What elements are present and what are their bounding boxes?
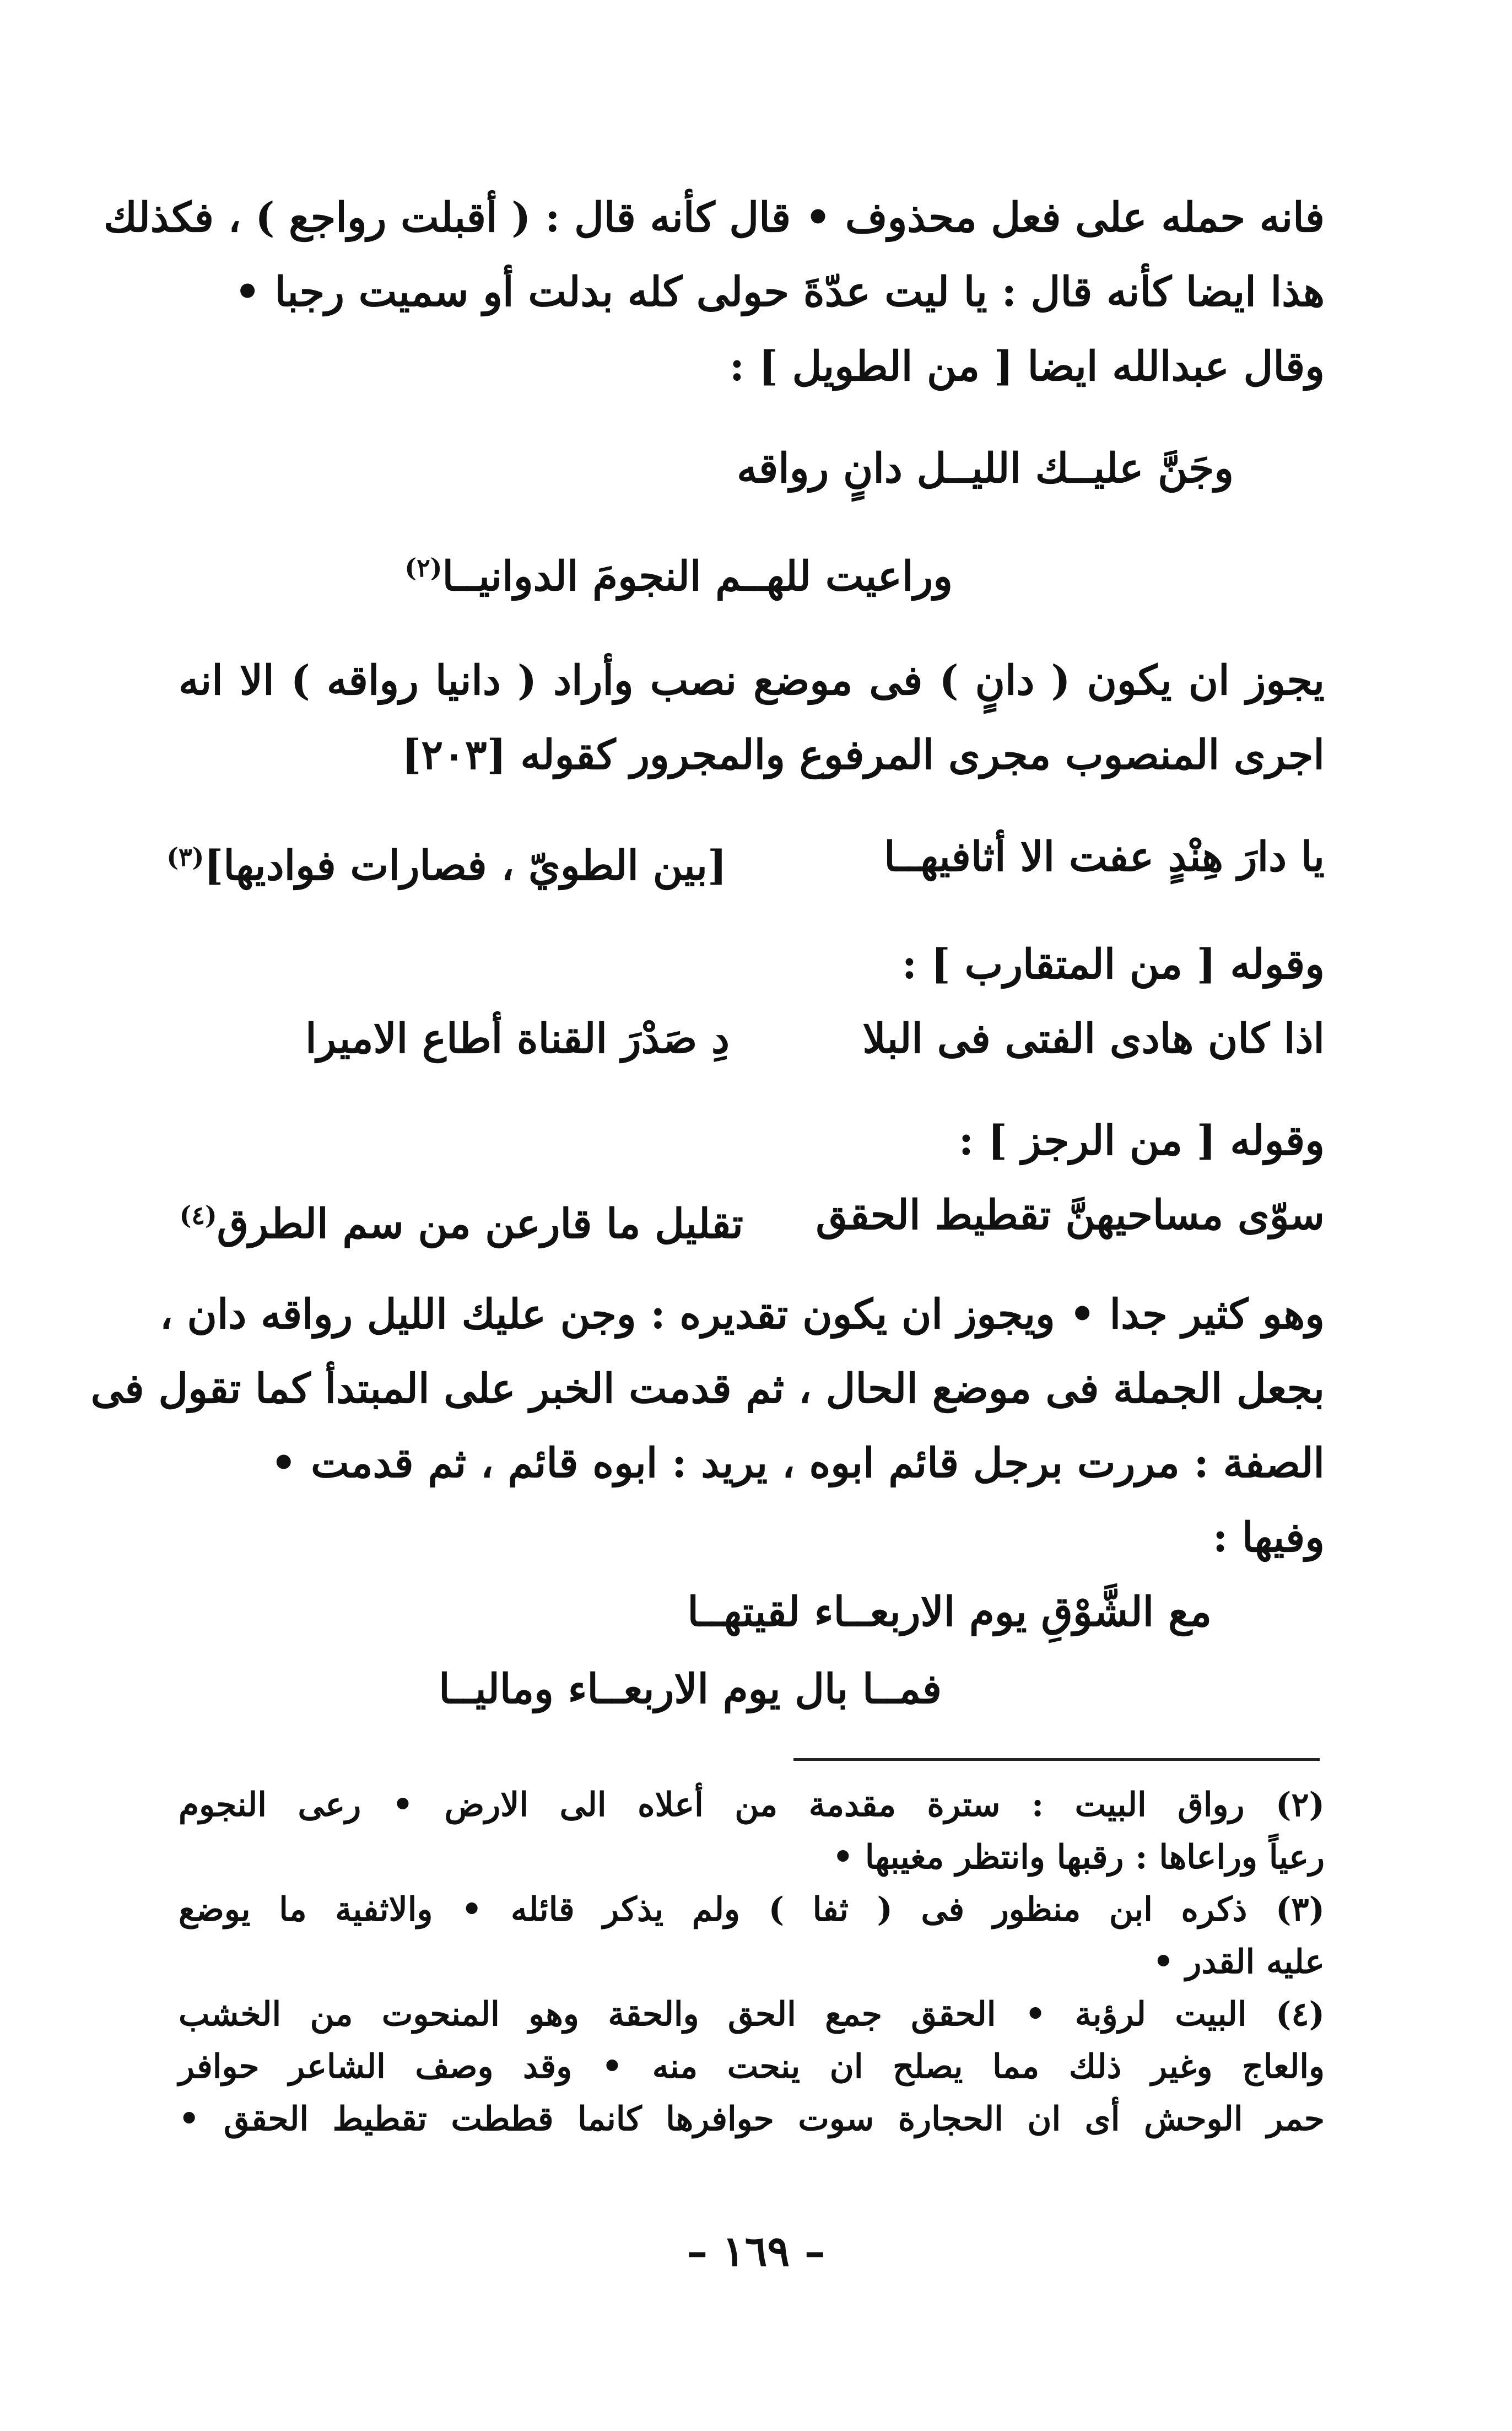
body-line: وفيها : [1212,1514,1325,1561]
verse-hemistich [404,537,953,607]
verse-text: تقليل ما قارعن من سم الطرق [217,1200,743,1248]
footnote-line: رعياً وراعاها : رقبها وانتظر مغيبها • [832,1838,1325,1877]
footnote-line: (٤) البيت لرؤبة • الحقق جمع الحق والحقة وهو المنحوت من الخشب [179,1995,1325,2034]
verse-hemistich [180,1185,743,1254]
page-number: – ١٦٩ – [687,2227,825,2276]
verse-hemistich: اذا كان هادى الفتى فى البلا [862,1015,1325,1063]
verse-text: [بين الطويّ ، فصارات فواديها] [204,842,727,890]
footnote-divider [793,1758,1320,1761]
body-line: بجعل الجملة فى موضع الحال ، ثم قدمت الخبر على المبتدأ كما تقول فى [90,1365,1325,1413]
verse-text: وراعيت للهــم النجومَ الدوانيــا [442,553,953,601]
verse-hemistich: مع الشَّوْقِ يوم الاربعــاء لقيتهــا [687,1588,1212,1636]
footnote-marker: (٢) [404,553,442,583]
body-line: هذا ايضا كأنه قال : يا ليت عدّةَ حولى كله بدلت أو سميت رجبا • [234,268,1325,316]
body-line: الصفة : مررت برجل قائم ابوه ، يريد : ابوه قائم ، ثم قدمت • [271,1440,1325,1487]
body-line: وهو كثير جدا • ويجوز ان يكون تقديره : وجن عليك الليل رواقه دان ، [159,1291,1325,1338]
body-line: وقوله [ من الرجز ] : [958,1117,1325,1165]
body-line: فانه حمله على فعل محذوف • قال كأنه قال : ( أقبلت رواجع ) ، فكذلك [104,194,1325,241]
verse-hemistich: فمــا بال يوم الاربعــاء وماليــا [439,1665,942,1713]
footnote-line: والعاج وغير ذلك مما يصلح ان ينحت منه • وقد وصف الشاعر حوافر [179,2047,1325,2086]
verse-hemistich: يا دارَ هِنْدٍ عفت الا أثافيهــا [884,833,1325,881]
body-line: وقوله [ من المتقارب ] : [901,941,1325,988]
body-line: يجوز ان يكون ( دانٍ ) فى موضع نصب وأراد ( دانيا رواقه ) الا انه [179,657,1325,704]
body-line: وقال عبدالله ايضا [ من الطويل ] : [729,343,1325,390]
footnote-line: (٢) رواق البيت : سترة مقدمة من أعلاه الى الارض • رعى النجوم [179,1786,1325,1824]
footnote-marker: (٣) [166,842,204,872]
footnote-line: (٣) ذكره ابن منظور فى ( ثفا ) ولم يذكر قائله • والاثفية ما يوضع [179,1890,1325,1929]
verse-hemistich: سوّى مساحيهنَّ تقطيط الحقق [816,1192,1325,1239]
footnote-line: حمر الوحش أى ان الحجارة سوت حوافرها كانما قططت تقطيط الحقق • [179,2100,1325,2138]
footnote-marker: (٤) [179,1200,217,1230]
verse-hemistich: وجَنَّ عليــك الليــل دانٍ رواقه [737,445,1234,492]
footnote-line: عليه القدر • [1153,1943,1325,1981]
verse-hemistich: دِ صَدْرَ القناة أطاع الاميرا [305,1015,730,1063]
verse-hemistich [166,827,727,896]
body-line: اجرى المنصوب مجرى المرفوع والمجرور كقوله [٢٠٣] [402,731,1325,779]
